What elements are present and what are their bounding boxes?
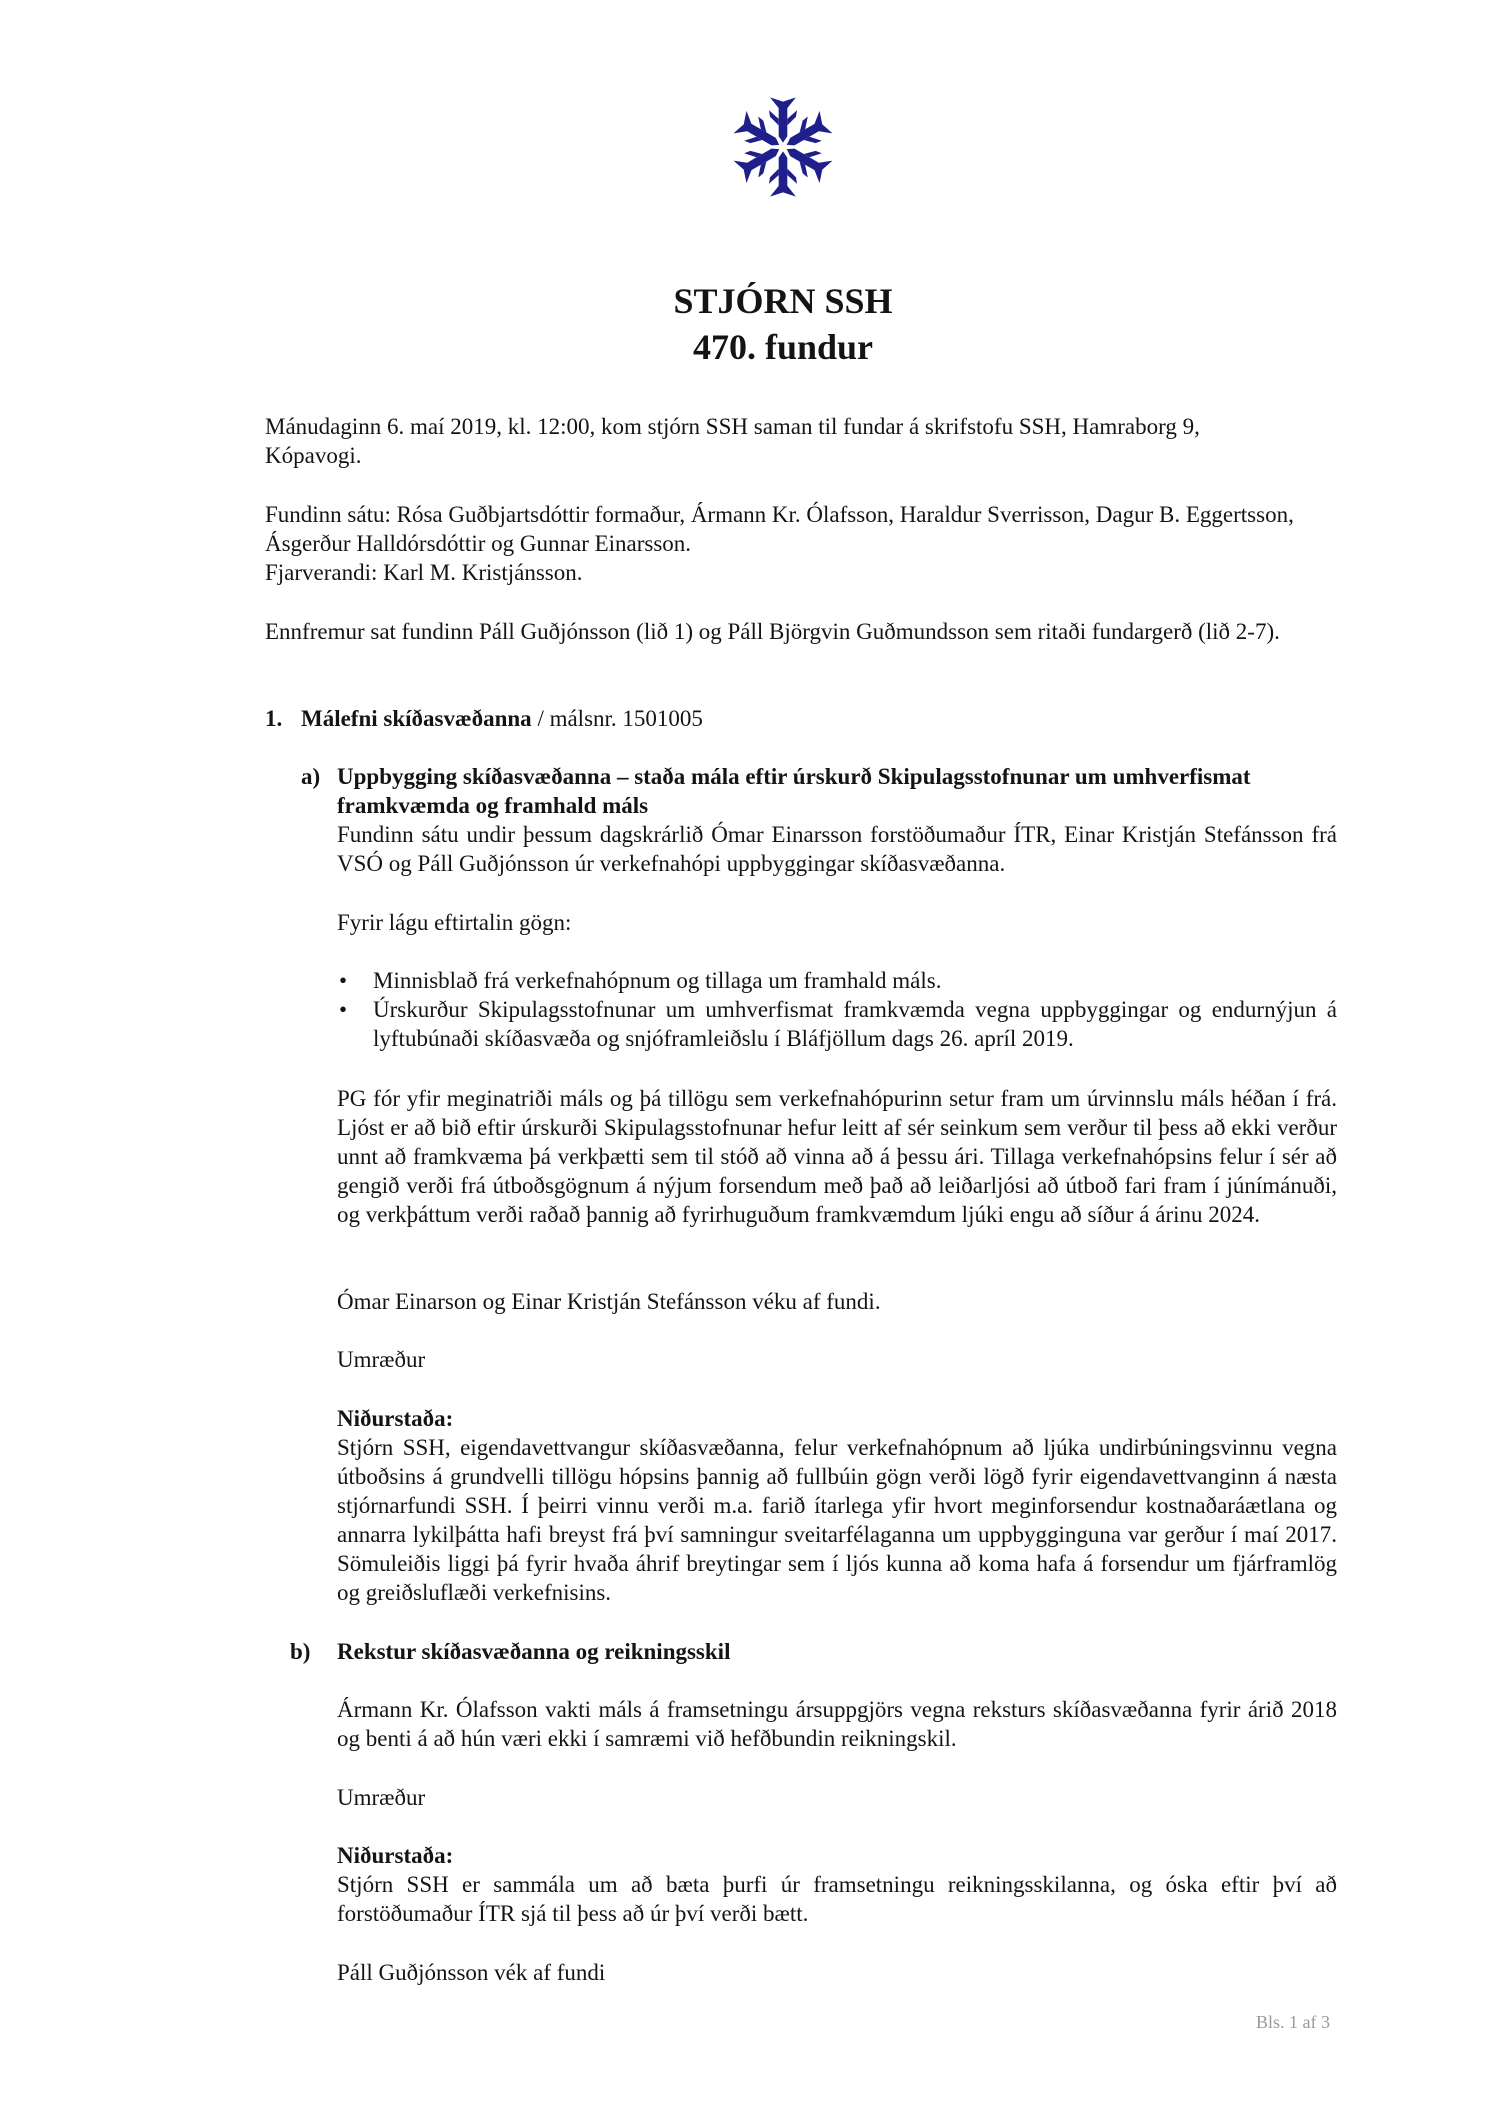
subitem-a-left-meeting: Ómar Einarson og Einar Kristján Stefánsson véku af fundi. [337,1289,881,1314]
documents-list [337,966,1337,1053]
subitem-b-left-meeting: Páll Guðjónsson vék af fundi [337,1960,606,1985]
list-item: • Úrskurður Skipulagsstofnunar um umhverfismat framkvæmda vegna uppbyggingar og endurnýjun á lyftubúnaði skíðasvæða og snjóframleiðslu í Bláfjöllum dags 26. apríl 2019. [339,997,1337,1051]
bullet-icon: • [339,968,348,993]
subitem-a-result: Stjórn SSH, eigendavettvangur skíðasvæðanna, felur verkefnahópnum að ljúka undirbúningsvinnu vegna útboðsins á grundvelli tillögu hópsins þannig að fullbúin gögn verði lögð fyrir eigendavettvanginn á næsta stjórnarfundi SSH. Í þeirri vinnu verði m.a. farið ítarlega yfir hvort meginforsendur kostnaðaráætlana og annarra lykilþátta hafi breyst frá því samningur sveitarfélaganna um uppbygginguna var gerður í maí 2017. Sömuleiðis liggi þá fyrir hvaða áhrif breytingar sem í ljós kunna að koma hafa á forsendur um fjárframlög og greiðsluflæði verkefnisins. [337,1435,1337,1605]
subitem-b-result: Stjórn SSH er sammála um að bæta þurfi úr framsetningu reikningsskilanna, og óska eftir því að forstöðumaður ÍTR sjá til þess að úr því verði bætt. [337,1872,1337,1926]
absent-paragraph: Fjarverandi: Karl M. Kristjánsson. [265,560,583,585]
page-title: STJÓRN SSH [673,281,893,321]
secretary-paragraph: Ennfremur sat fundinn Páll Guðjónsson (lið 1) og Páll Björgvin Guðmundsson sem ritaði fundargerð (lið 2-7). [265,619,1280,644]
subitem-a-discussion: Umræður [337,1347,426,1372]
intro-paragraph: Mánudaginn 6. maí 2019, kl. 12:00, kom stjórn SSH saman til fundar á skrifstofu SSH, Hamraborg 9, Kópavogi. [265,414,1200,468]
attendees-paragraph: Fundinn sátu: Rósa Guðbjartsdóttir formaður, Ármann Kr. Ólafsson, Haraldur Sverrisson, Dagur B. Eggertsson, Ásgerður Halldórsdóttir og Gunnar Einarsson. [265,502,1294,556]
list-item: • Minnisblað frá verkefnahópnum og tillaga um framhald máls. [339,968,942,993]
meeting-number: 470. fundur [692,327,874,367]
subitem-b-letter: b) [290,1639,311,1664]
item-heading [301,704,1201,733]
item-case-number: / málsnr. 1501005 [531,706,703,731]
snowflake-logo-icon [729,93,837,201]
subitem-a-summary: PG fór yfir meginatriði máls og þá tillögu sem verkefnahópurinn setur fram um úrvinnslu máls héðan í frá. Ljóst er að bið eftir úrskurði Skipulagsstofnunar hefur leitt af sér seinkum sem verður til þess að ekki verður unnt að framkvæma þá verkþætti sem til stóð að vinna að á þessu ári. Tillaga verkefnahópsins felur í sér að gengið verði frá útboðsgögnum á nýjum forsendum með það að leiðarljósi að útboð fari fram í júnímánuði, og verkþáttum verði raðað þannig að fyrirhuguðum framkvæmdum ljúki engu að síður á árinu 2024. [337,1086,1337,1227]
subitem-a-docs-intro: Fyrir lágu eftirtalin gögn: [337,910,572,935]
page-number: Bls. 1 af 3 [1256,2012,1330,2032]
subitem-a-title: Uppbygging skíðasvæðanna – staða mála eftir úrskurð Skipulagsstofnunar um umhverfismat framkvæmda og framhald máls [337,764,1251,818]
subitem-b-discussion: Umræður [337,1785,426,1810]
subitem-a-result-label: Niðurstaða: [337,1406,454,1431]
item-title: Málefni skíðasvæðanna [301,706,532,731]
subitem-a-letter: a) [301,764,321,789]
subitem-b-result-label: Niðurstaða: [337,1843,454,1868]
subitem-a-attendees: Fundinn sátu undir þessum dagskrárlið Ómar Einarsson forstöðumaður ÍTR, Einar Kristján Stefánsson frá VSÓ og Páll Guðjónsson úr verkefnahópi uppbyggingar skíðasvæðanna. [337,822,1337,876]
subitem-b-summary: Ármann Kr. Ólafsson vakti máls á framsetningu ársuppgjörs vegna reksturs skíðasvæðanna fyrir árið 2018 og benti á að hún væri ekki í samræmi við hefðbundin reikningskil. [337,1697,1337,1751]
item-number: 1. [265,706,283,731]
subitem-b-title: Rekstur skíðasvæðanna og reikningsskil [337,1639,731,1664]
bullet-icon: • [339,997,348,1022]
